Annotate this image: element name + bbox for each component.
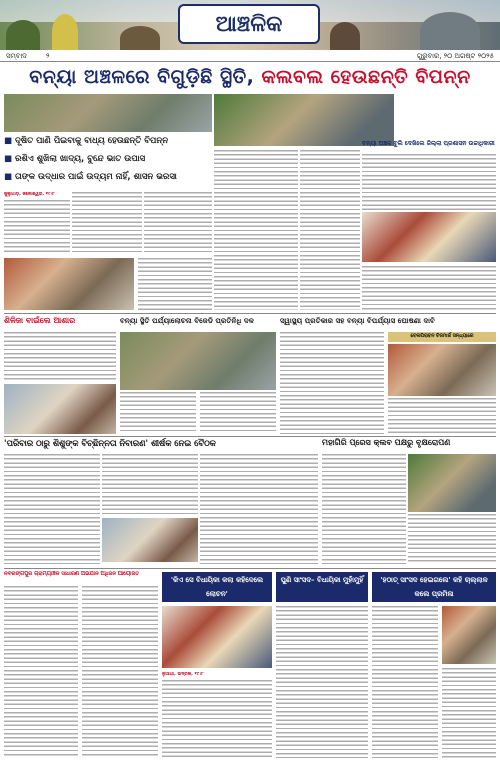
divider-2	[4, 436, 496, 437]
lead-photo-tractor	[4, 258, 134, 310]
family-body-1	[4, 454, 100, 564]
sidebar-top-photo	[362, 212, 496, 262]
lead-body-col6	[300, 150, 360, 310]
bottom-mid-photo	[162, 606, 272, 668]
bjd-team-photo	[120, 332, 276, 390]
bottom-left-title: ନବରଙ୍ଗପୁର ଗ୍ରାମ୍ୟାଞ୍ଚଳ ସାଧାରଣ ଅଭିଯାନ ଅଧିଜନ ଆୟୋଜିତ	[4, 571, 139, 577]
health-tag: ବେଲପିରାବନ ଚିଜମାର୍କ ସନ୍ଧ୍ୟାରେ	[388, 332, 496, 342]
bottom-mid-body	[162, 672, 272, 758]
bottom-mid2-title: ପୁଣି ସାଂସଦ– ବିଧାୟିକା ମୁହାଁମୁହିଁ	[276, 572, 368, 602]
bottom-right-body-2	[442, 668, 496, 758]
health-title: ସ୍ୱାସ୍ଥ୍ୟ ପ୍ରତିକାର ସହ ବନ୍ୟା ବିପର୍ଯ୍ୟାସ ଘୋଷଣା ଦାବି	[280, 316, 435, 325]
page-number: ୨	[46, 52, 50, 60]
health-body	[280, 332, 384, 434]
lead-body-col5	[214, 150, 298, 310]
health-photo	[388, 344, 496, 396]
bottom-mid-dateline: ନୁଆଗାଁ, ଭଦ୍ରକ, ୧୯।୮	[162, 672, 204, 677]
silejuna-photo	[4, 384, 116, 434]
bottom-mid2-body	[276, 606, 368, 758]
lead-body-col3	[144, 192, 212, 252]
lead-bullet-1: ■ ଦୂଷିତ ପାଣି ପିଇବାକୁ ବାଧ୍ୟ ହେଉଛନ୍ତି ବିପନ୍ନ	[4, 134, 212, 149]
bottom-left-body-1	[4, 586, 78, 758]
sidebar-top-body	[362, 154, 496, 210]
family-body-2	[102, 454, 198, 514]
lead-photo-crowd	[4, 94, 212, 132]
lead-dateline: ଜୁଲୁଗାଡ଼, ଜଲେଶ୍ୱର, ୧୯।୮	[4, 192, 55, 197]
lead-headline-part1: ବନ୍ୟା ଅଞ୍ଚଳରେ ବିଗୁଡ଼ିଛି ସ୍ଥିତି,	[29, 66, 255, 88]
bottom-left-body-2	[82, 586, 158, 758]
divider-3	[4, 568, 496, 569]
lead-headline-part2: କଲବଲ ହେଉଛନ୍ତି ବିପନ୍ନ	[261, 66, 471, 88]
page-info-bar	[0, 50, 500, 62]
silejuna-body	[4, 332, 116, 382]
section-title: ଆଞ୍ଚଳିକ	[178, 4, 320, 44]
bjd-team-title: ବନ୍ୟା ସ୍ଥିତି ପର୍ଯ୍ୟାଲୋଚନା ବିଜେଡି ପ୍ରତିନିଧି ଦଳ	[120, 316, 254, 325]
lead-photo-flood	[214, 94, 394, 146]
divider-1	[4, 313, 496, 314]
bottom-right-body	[372, 606, 438, 758]
bjd-team-body-2	[200, 392, 276, 434]
sidebar-top-title: ବନ୍ୟା ଅଞ୍ଚଳ ବୁଲି ଦେଖିଲେ ଜିଲ୍ଲା ପ୍ରଶାସନ ଉଚ୍ଚାଧିକାରୀ	[362, 140, 495, 147]
bottom-mid-title: 'କିଏ ସେ ବିଧାୟିକା କଲା କହିଦେଲେ ଲୋଚନ'	[162, 572, 272, 602]
mahagiri-title: ମହାଗିରି ପ୍ରେସ କ୍ଲବ ପକ୍ଷରୁ ବୃକ୍ଷରୋପଣ	[322, 438, 451, 447]
lead-body-col4	[138, 258, 212, 310]
lead-bullet-2: ■ ରଶିଏ ଶୁଖିଲା ଖାଦ୍ୟ, ବୁନ୍ଦେ ଭାତ ଉପାସ	[4, 152, 212, 167]
bjd-team-body-1	[120, 392, 196, 434]
mahagiri-photo	[408, 454, 496, 512]
lead-body-col2	[72, 192, 142, 252]
lead-body-col1	[4, 192, 70, 252]
bottom-right-title: 'ହଠାତ୍ ସାଂସଦ ହେଇଗଲେ' କହି ଚାଲ୍ଲାଳ କଲେ ପ୍ରମିଳା	[372, 572, 496, 602]
lead-bullets	[4, 134, 212, 188]
mahagiri-body-2	[408, 514, 496, 564]
lead-headline	[4, 62, 496, 92]
silejuna-title: ଶିଳିଜା ବାଇଁଲେ ଆଶାର	[4, 316, 76, 325]
family-title: 'ପରିବାର ଠାରୁ ଶିଶୁଙ୍କ ବିଚ୍ଛିନ୍ନତା ନିବାରଣ' ଶୀର୍ଷକ ନେଇ ବୈଠକ	[4, 438, 216, 448]
paper-name: ସମ୍ବାଦ	[6, 52, 27, 60]
bottom-right-photo	[442, 606, 496, 664]
health-body-2	[388, 398, 496, 434]
lead-bullet-3: ■ ତାଙ୍କ ଉଦ୍ଧାର ପାଇଁ ଉଦ୍ୟମ ନାହିଁ, ଶାସନ ଭରସା	[4, 170, 212, 185]
mahagiri-body	[322, 454, 406, 564]
sidebar-top-body2	[362, 266, 496, 310]
page-date: ଗୁରୁବାର, ୨୦ ଅଗଷ୍ଟ ୨୦୨୫	[416, 52, 494, 60]
family-body-3	[200, 454, 318, 564]
family-photo	[102, 518, 198, 562]
